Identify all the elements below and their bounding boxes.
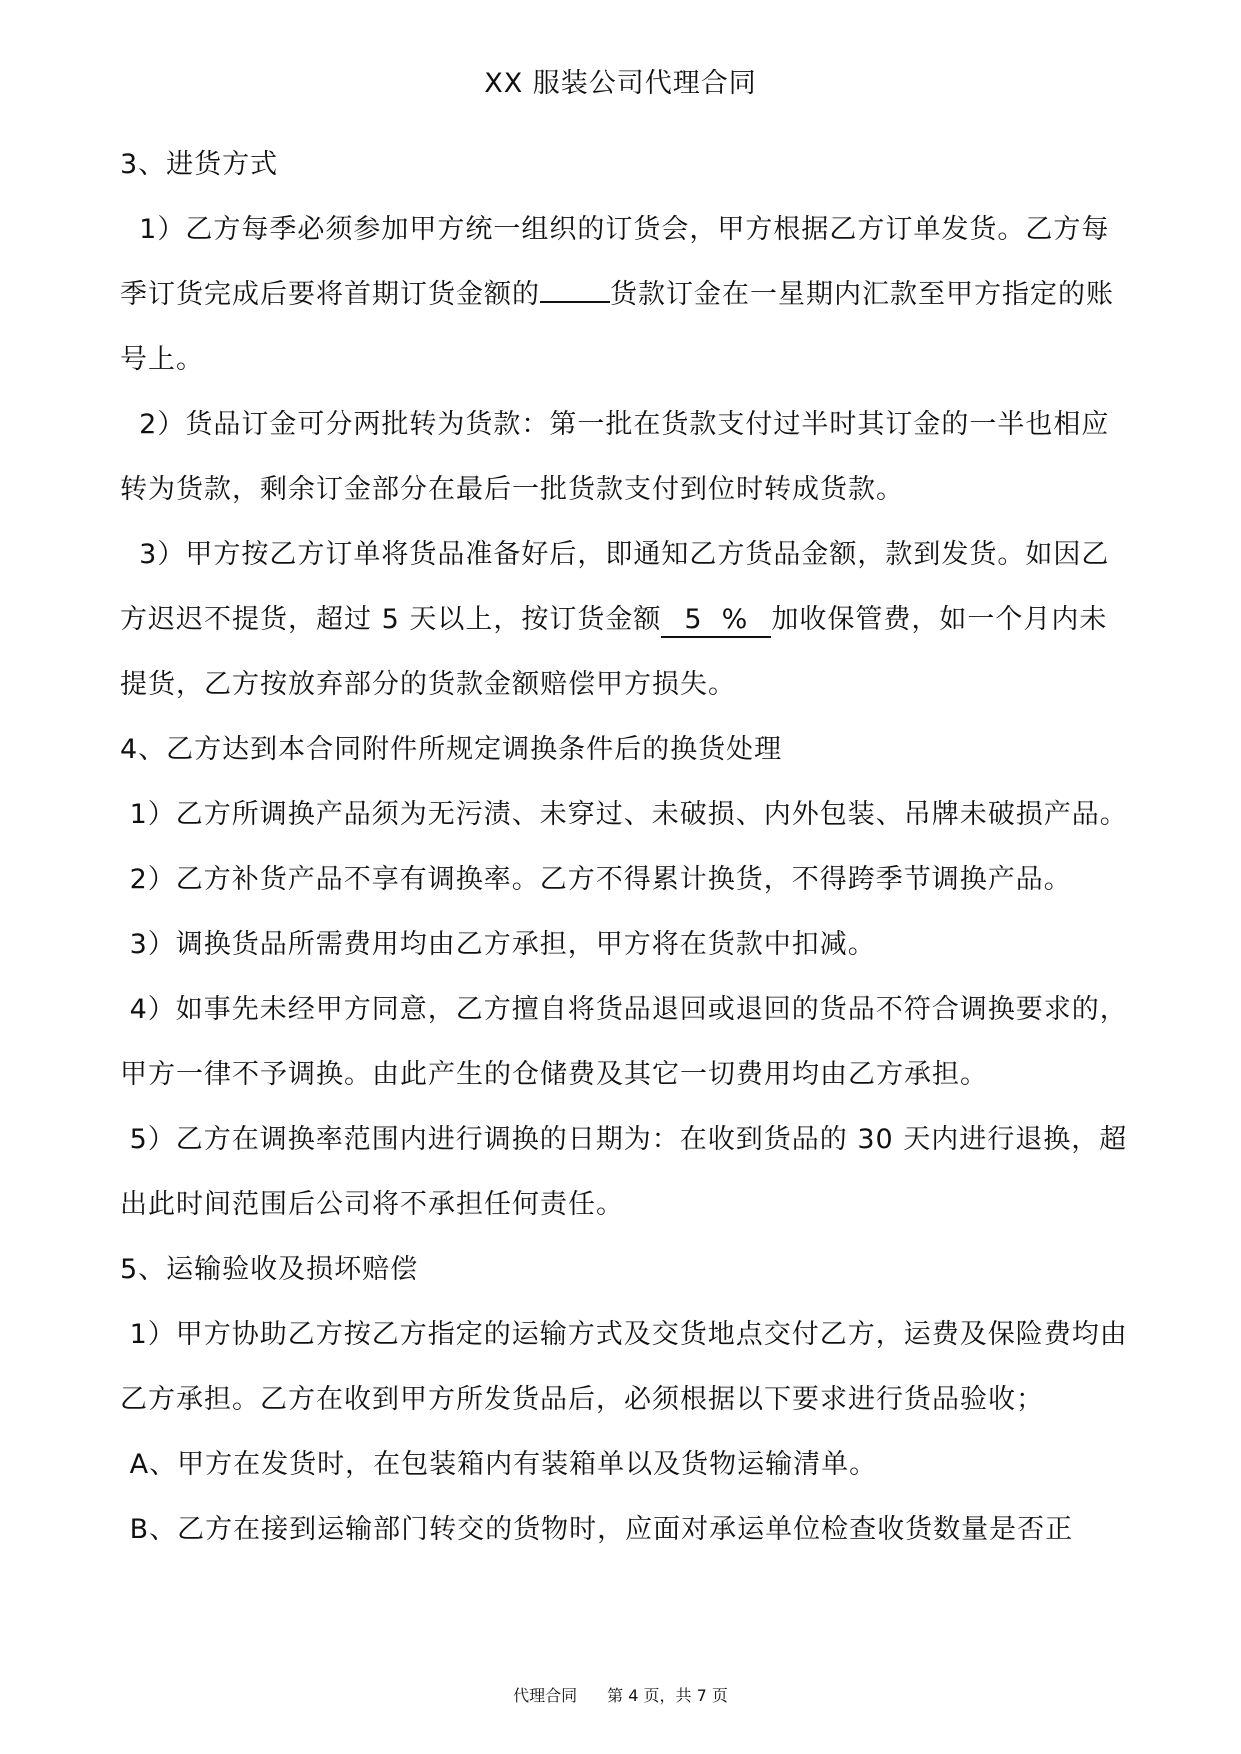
- document-title: XX 服装公司代理合同: [484, 68, 757, 99]
- section-4-paragraph-1: 1）乙方所调换产品须为无污渍、未穿过、未破损、内外包装、吊牌未破损产品。: [120, 799, 1128, 830]
- section-3-paragraph-1-text-b: 货款订金在一星期内汇款至甲方指定的账号上。: [120, 279, 1114, 375]
- section-4-heading: 4、乙方达到本合同附件所规定调换条件后的换货处理: [120, 734, 783, 765]
- section-3-paragraph-1: [120, 197, 1130, 392]
- section-5-heading: 5、运输验收及损坏赔偿: [120, 1254, 419, 1285]
- section-3-paragraph-3: [120, 522, 1130, 717]
- footer-page-number: 第 4 页，共 7 页: [607, 1686, 728, 1705]
- storage-fee-rate-blank: 5 %: [661, 604, 771, 638]
- footer-document-name: 代理合同: [513, 1686, 578, 1705]
- section-3-paragraph-3-text-a: 3）甲方按乙方订单将货品准备好后，即通知乙方货品金额，款到发货。如因乙方迟迟不提货，超过 5 天以上，按订货金额: [120, 539, 1110, 635]
- deposit-percentage-blank: [540, 301, 610, 303]
- section-4-paragraph-2: 2）乙方补货产品不享有调换率。乙方不得累计换货，不得跨季节调换产品。: [120, 864, 1072, 895]
- page-footer: [0, 1684, 1241, 1708]
- section-3-paragraph-2: 2）货品订金可分两批转为货款：第一批在货款支付过半时其订金的一半也相应转为货款，剩余订金部分在最后一批货款支付到位时转成货款。: [120, 409, 1110, 505]
- section-3-heading: 3、进货方式: [120, 149, 279, 180]
- section-3-paragraph-3-text-b: 加收保管费，如一个月内未提货，乙方按放弃部分的货款金额赔偿甲方损失。: [120, 604, 1108, 700]
- section-5-paragraph-a: A、甲方在发货时，在包装箱内有装箱单以及货物运输清单。: [120, 1449, 878, 1480]
- section-5-paragraph-1: 1）甲方协助乙方按乙方指定的运输方式及交货地点交付乙方，运费及保险费均由乙方承担。乙方在收到甲方所发货品后，必须根据以下要求进行货品验收；: [120, 1319, 1128, 1415]
- section-5-paragraph-b: B、乙方在接到运输部门转交的货物时，应面对承运单位检查收货数量是否正: [120, 1514, 1074, 1545]
- section-3-paragraph-1-text-a: 1）乙方每季必须参加甲方统一组织的订货会，甲方根据乙方订单发货。乙方每季订货完成后要将首期订货金额的: [120, 214, 1110, 310]
- section-4-paragraph-4: 4）如事先未经甲方同意，乙方擅自将货品退回或退回的货品不符合调换要求的，甲方一律不予调换。由此产生的仓储费及其它一切费用均由乙方承担。: [120, 994, 1128, 1090]
- section-4-paragraph-5: 5）乙方在调换率范围内进行调换的日期为：在收到货品的 30 天内进行退换，超出此时间范围后公司将不承担任何责任。: [120, 1124, 1128, 1220]
- document-body: [120, 132, 1130, 1562]
- section-4-paragraph-3: 3）调换货品所需费用均由乙方承担，甲方将在货款中扣减。: [120, 929, 876, 960]
